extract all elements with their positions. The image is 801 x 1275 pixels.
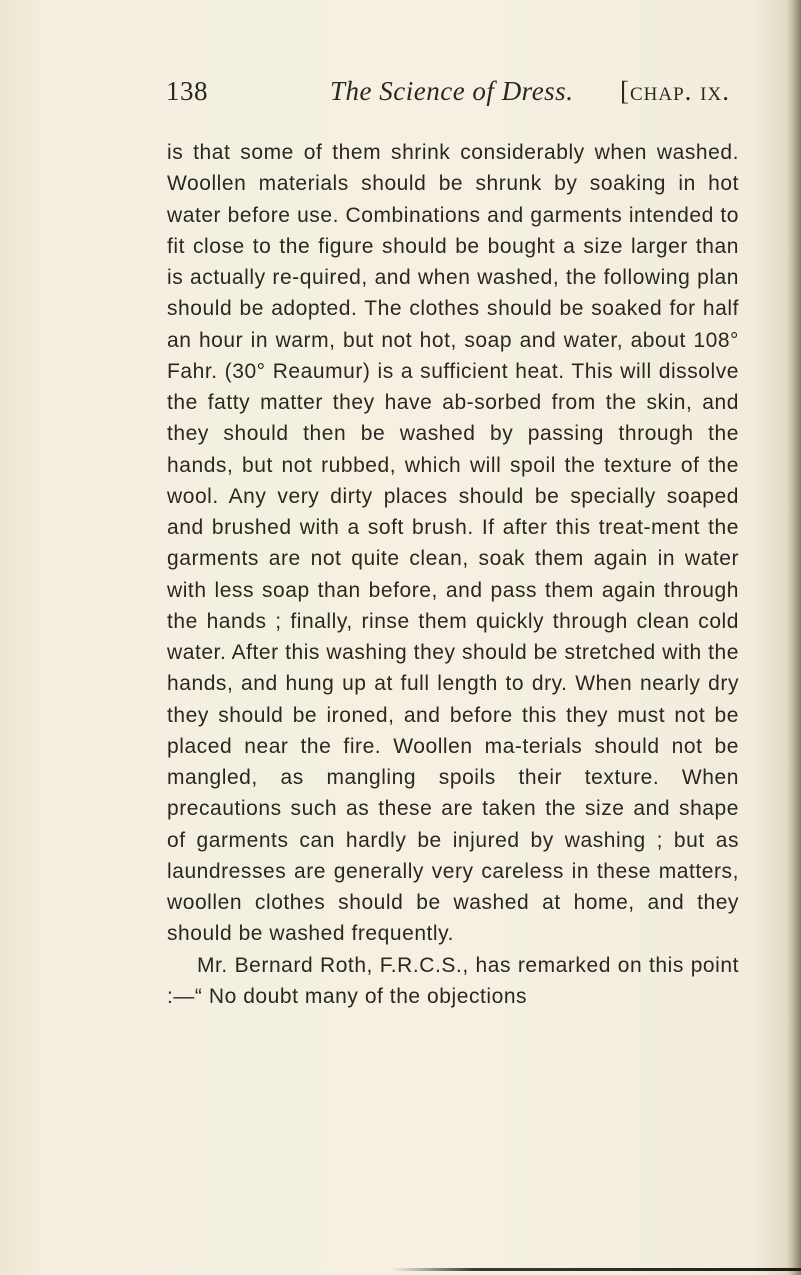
running-head [160, 76, 770, 116]
running-title: The Science of Dress. [330, 76, 574, 106]
paragraph: Mr. Bernard Roth, F.R.C.S., has remarked on this point :—“ No doubt many of the objections [167, 953, 739, 1008]
chapter-reference: [chap. ix. [620, 76, 730, 106]
body-text [167, 137, 739, 1012]
page-number: 138 [166, 76, 208, 106]
paragraph: is that some of them shrink considerably when washed. Woollen materials should be shrunk by soaking in hot water before use. Combinations and garments intended to fit close to the figure should be bought a size larger than is actually re-quired, and when washed, the following plan should be adopted. The clothes should be soaked for half an hour in warm, but not hot, soap and water, about 108° Fahr. (30° Reaumur) is a sufficient heat. This will dissolve the fatty matter they have ab-sorbed from the skin, and they should then be washed by passing through the hands, but not rubbed, which will spoil the texture of the wool. Any very dirty places should be specially soaped and brushed with a soft brush. If after this treat-ment the garments are not quite clean, soak them again in water with less soap than before, and pass them again through the hands ; finally, rinse them quickly through clean cold water. After this washing they should be stretched with the hands, and hung up at full length to dry. When nearly dry they should be ironed, and before this they must not be placed near the fire. Woollen ma-terials should not be mangled, as mangling spoils their texture. When precautions such as these are taken the size and shape of garments can hardly be injured by washing ; but as laundresses are generally very careless in these matters, woollen clothes should be washed at home, and they should be washed frequently. [167, 141, 739, 946]
page-edge-shadow [787, 0, 801, 1275]
page-bottom-edge [392, 1268, 801, 1271]
